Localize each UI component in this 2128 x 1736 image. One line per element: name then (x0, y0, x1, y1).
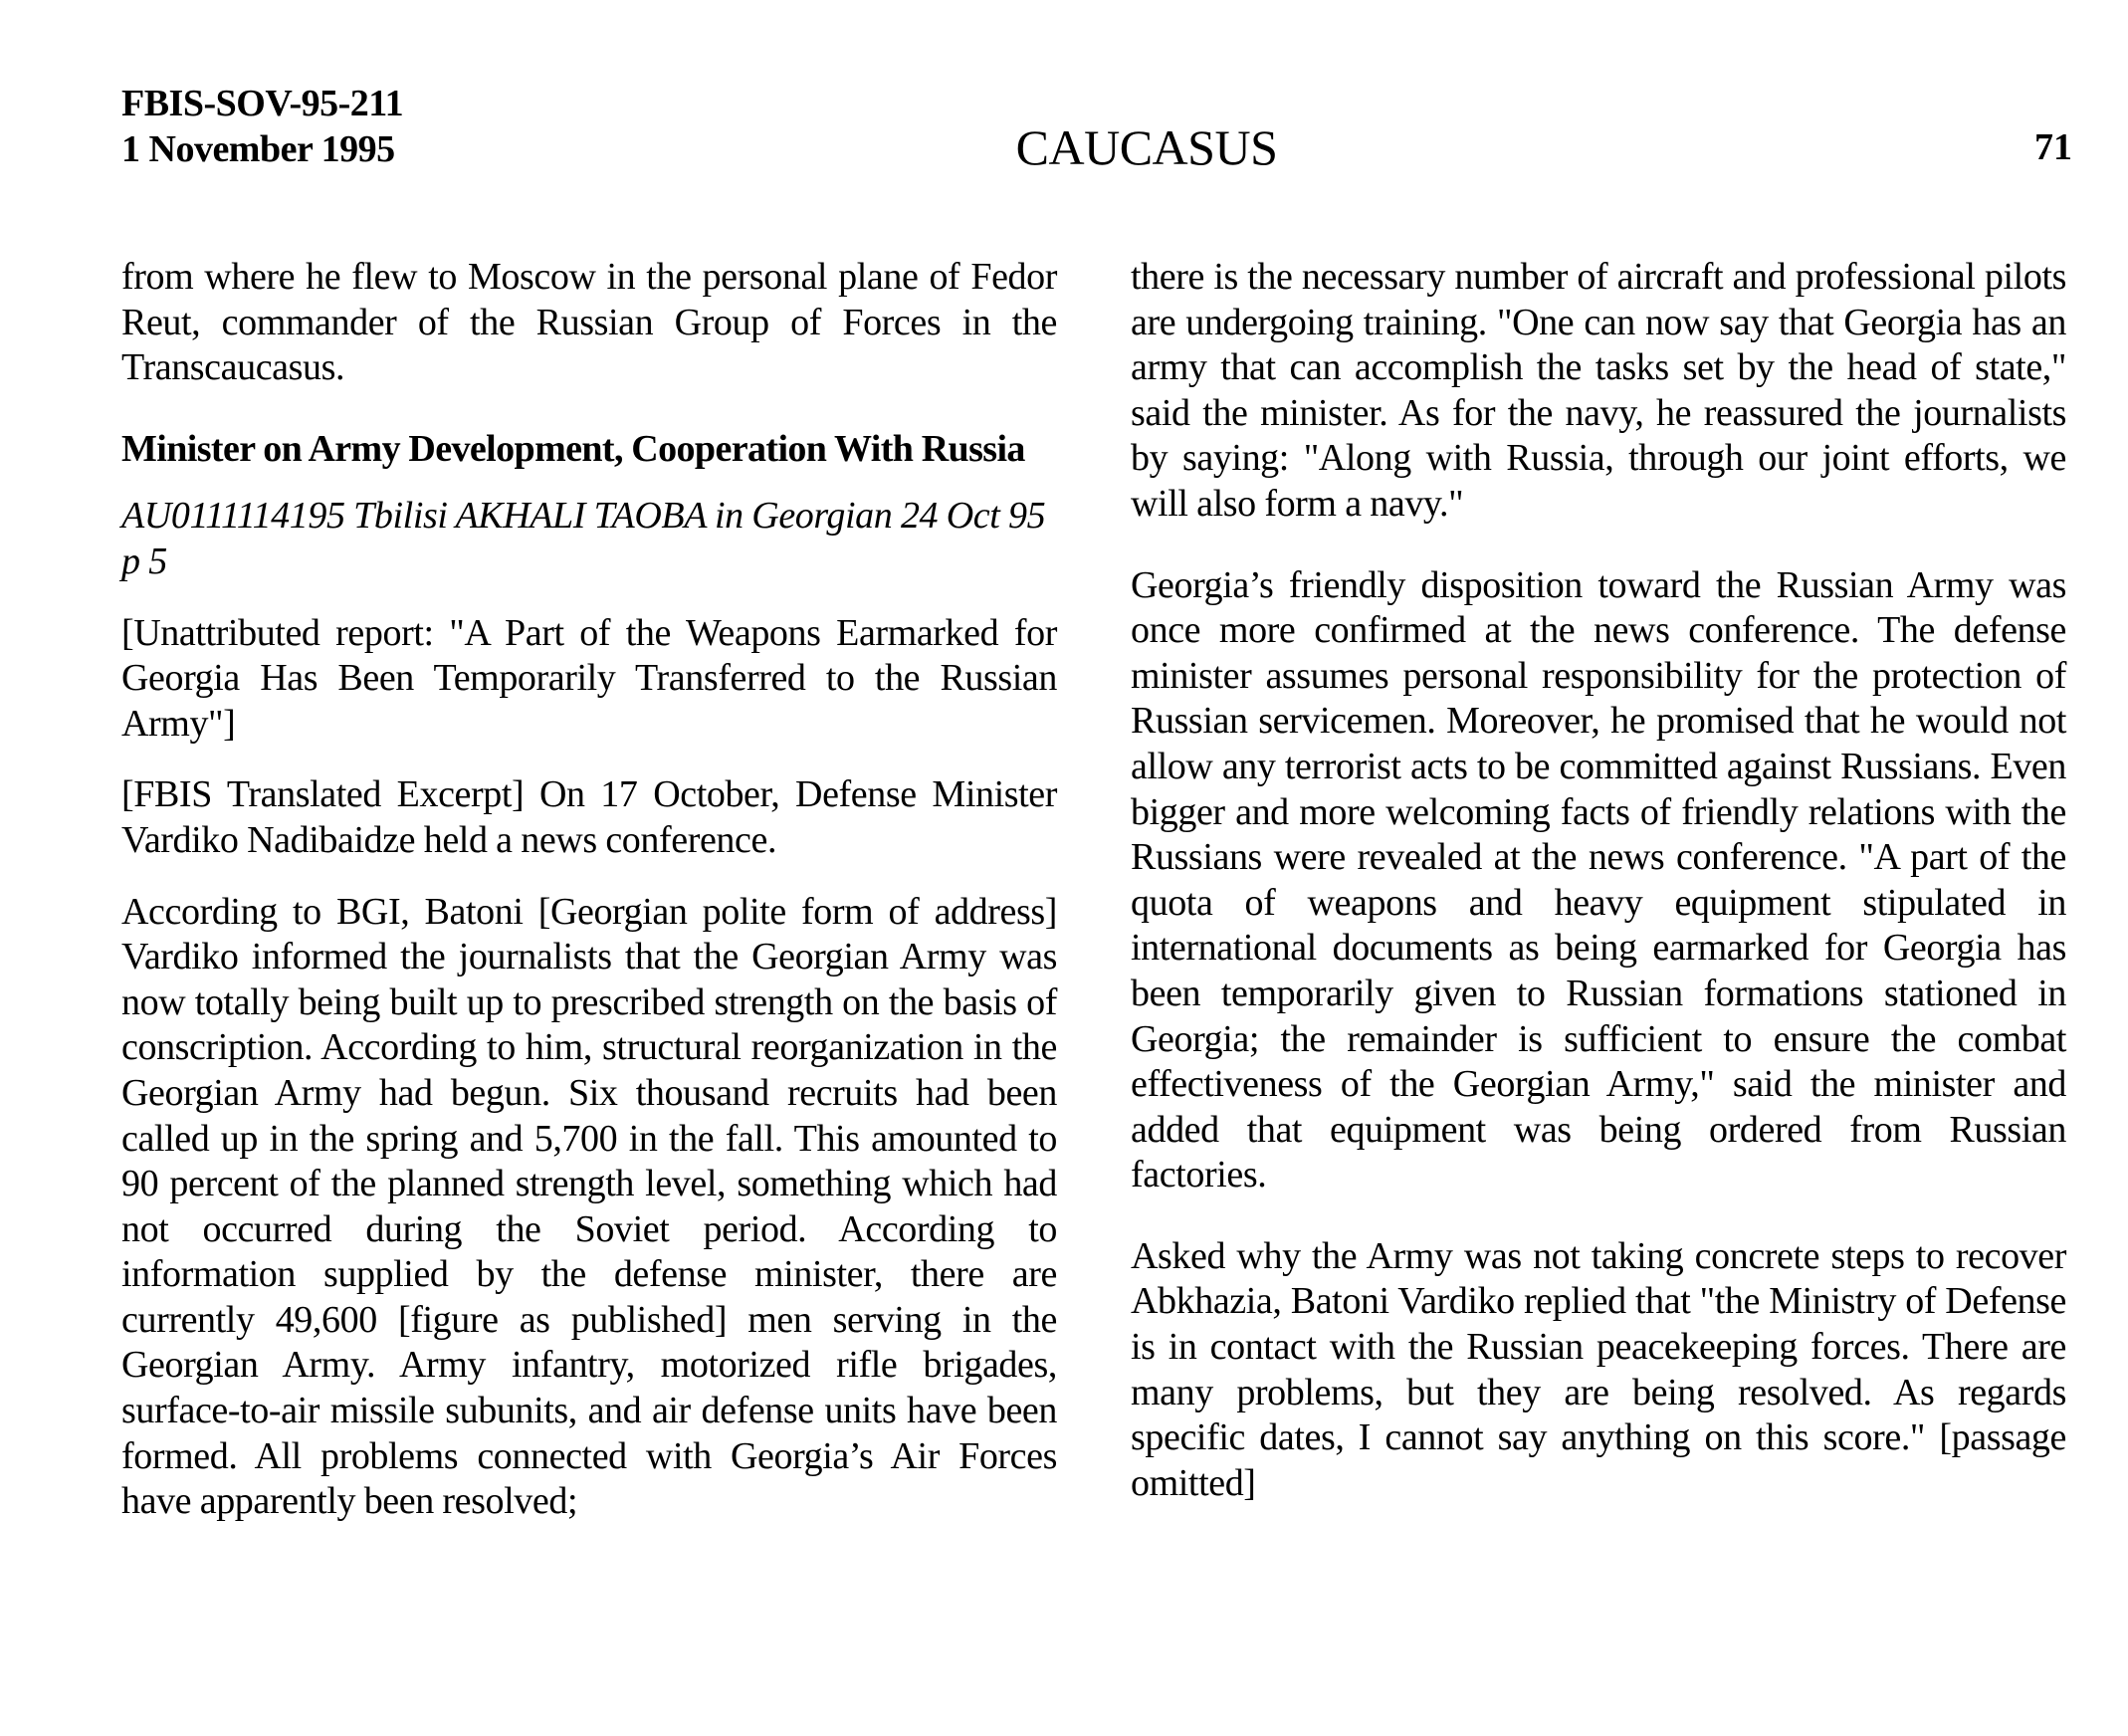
body-paragraph: there is the necessary number of aircraft and professional pilots are undergoing training. "One can now say that Georgia has an army that can accomplish the tasks set by the head of state," said the minister. As for the navy, he reassured the journalists by saying: "Along with Russia, through our joint efforts, we will also form a navy." (1131, 256, 2066, 525)
document-id: FBIS-SOV-95-211 (121, 83, 404, 124)
right-column (1131, 255, 2066, 1506)
body-paragraph: Georgia’s friendly disposition toward the Russian Army was once more confirmed at the news conference. The defense minister assumes personal responsibility for the protection of Russian servicemen. Moreover, he promised that he would not allow any terrorist acts to be committed against Russians. Even bigger and more welcoming facts of friendly relations with the Russians were revealed at the news conference. "A part of the quota of weapons and heavy equipment stipulated in international documents as being earmarked for Georgia has been temporarily given to Russian formations stationed in Georgia; the remainder is sufficient to ensure the combat effectiveness of the Georgian Army," said the minister and added that equipment was being ordered from Russian factories. (1131, 563, 2066, 1196)
article-headline: Minister on Army Development, Cooperation With Russia (121, 427, 1025, 470)
left-column (121, 255, 1057, 1525)
page-number: 71 (2034, 126, 2072, 168)
continuation-paragraph: from where he flew to Moscow in the personal plane of Fedor Reut, commander of the Russian Group of Forces in the Transcaucasus. (121, 256, 1057, 389)
page-header (121, 82, 2072, 181)
body-paragraph: According to BGI, Batoni [Georgian polite form of address] Vardiko informed the journalists that the Georgian Army was now totally being built up to prescribed strength on the basis of conscription. According to him, structural reorganization in the Georgian Army had begun. Six thousand recruits had been called up in the spring and 5,700 in the fall. This amounted to 90 percent of the planned strength level, something which had not occurred during the Soviet period. According to information supplied by the defense minister, there are currently 49,600 [figure as published] men serving in the Georgian Army. Army infantry, motorized rifle brigades, surface-to-air missile subunits, and air defense units have been formed. All problems connected with Georgia’s Air Forces have apparently been resolved; (121, 890, 1057, 1523)
body-paragraph: Asked why the Army was not taking concrete steps to recover Abkhazia, Batoni Vardiko replied that "the Ministry of Defense is in contact with the Russian peacekeeping forces. There are many problems, but they are being resolved. As regards specific dates, I cannot say anything on this score." [passage omitted] (1131, 1234, 2066, 1504)
report-title: [Unattributed report: "A Part of the Weapons Earmarked for Georgia Has Been Temporarily Transferred to the Russian Army"] (121, 611, 1057, 745)
publication-date: 1 November 1995 (121, 128, 395, 170)
article-dateline: AU0111114195 Tbilisi AKHALI TAOBA in Georgian 24 Oct 95 p 5 (121, 495, 1046, 582)
section-title: CAUCASUS (1015, 119, 1278, 175)
excerpt-intro: [FBIS Translated Excerpt] On 17 October, Defense Minister Vardiko Nadibaidze held a news conference. (121, 773, 1057, 861)
